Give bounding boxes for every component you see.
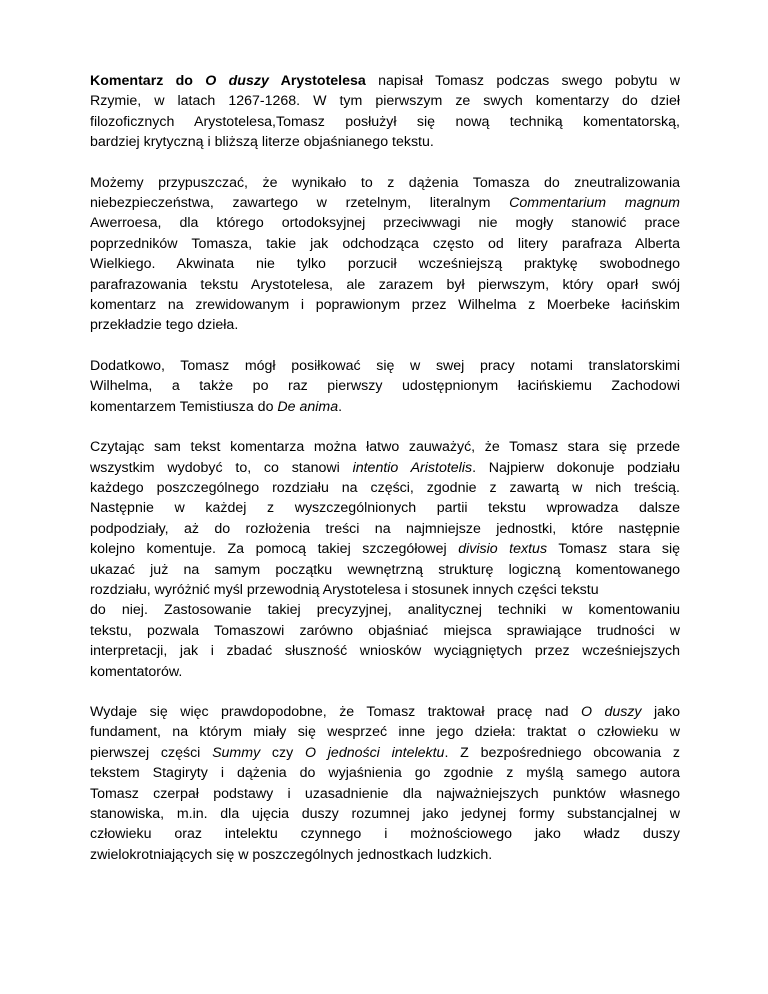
paragraph-1-line-1: Komentarz do O duszy Arystotelesa napisał Tomasz podczas swego pobytu w (90, 73, 680, 89)
bold-author: Arystotelesa (268, 73, 366, 89)
paragraph-4-line-7: ukazać już na samym początku wewnętrzną strukturę logiczną komentowanego (90, 561, 680, 578)
document-page (90, 71, 680, 883)
paragraph-2 (90, 173, 680, 336)
paragraph-5-line-6: stanowiska, m.in. dla ujęcia duszy rozumnej jako jedynej formy substancjalnej w (90, 806, 680, 822)
paragraph-5-line-4: tekstem Stagiryty i dążenia do wyjaśnienia go zgodnie z myślą samego autora (90, 765, 680, 782)
paragraph-3-line-1: Dodatkowo, Tomasz mógł posiłkować się w swej pracy notami translatorskimi (90, 357, 680, 374)
paragraph-2-line-4: poprzedników Tomasza, takie jak odchodząca często od litery parafraza Alberta (90, 235, 680, 252)
paragraph-2-line-5: Wielkiego. Akwinata nie tylko porzucił wcześniejszą praktykę swobodnego (90, 256, 680, 273)
paragraph-2-line-1: Możemy przypuszczać, że wynikało to z dążenia Tomasza do zneutralizowania (90, 174, 680, 191)
paragraph-4-line-11: interpretacji, jak i zbadać słuszność wniosków wyciągniętych przez wcześniejszych (90, 643, 680, 660)
paragraph-2-line-6: parafrazowania tekstu Arystotelesa, ale zarazem był pierwszym, który oparł swój (90, 276, 680, 293)
paragraph-5-line-8: zwielokrotniających się w poszczególnych jednostkach ludzkich. (90, 846, 493, 863)
paragraph-5-line-1: Wydaje się więc prawdopodobne, że Tomasz traktował pracę nad O duszy jako (90, 703, 681, 720)
paragraph-5 (90, 702, 680, 865)
paragraph-4-line-2: wszystkim wydobyć to, co stanowi intentio Aristotelis. Najpierw dokonuje podziału (90, 459, 680, 476)
paragraph-4-line-1: Czytając sam tekst komentarza można łatwo zauważyć, że Tomasz stara się przede (90, 439, 680, 456)
paragraph-4-line-8: rozdziału, wyróżnić myśl przewodnią Arystotelesa i stosunek innych części tekstu (90, 581, 599, 598)
paragraph-1 (90, 71, 680, 153)
bold-intro: Komentarz do (90, 73, 206, 89)
paragraph-3-line-2: Wilhelma, a także po raz pierwszy udostępnionym łacińskiemu Zachodowi (90, 378, 680, 395)
paragraph-4-line-10: tekstu, pozwala Tomaszowi zarówno objaśniać miejsca sprawiające trudności w (90, 622, 680, 639)
italic-commentarium: Commentarium magnum (509, 195, 680, 212)
paragraph-4-line-5: podpodziały, aż do rozłożenia treści na najmniejsze jednostki, które następnie (90, 520, 680, 537)
italic-divisio-textus: divisio textus (458, 541, 548, 558)
paragraph-5-line-5: Tomasz czerpał podstawy i uzasadnienie dla najważniejszych punktów własnego (90, 785, 680, 802)
paragraph-2-line-2: niebezpieczeństwa, zawartego w rzetelnym, literalnym Commentarium magnum (90, 195, 680, 212)
italic-o-duszy: O duszy (580, 703, 642, 720)
italic-intentio: intentio Aristotelis (352, 459, 473, 476)
paragraph-2-line-7: komentarz na zrewidowanym i poprawionym przez Wilhelma z Moerbeke łacińskim (90, 297, 680, 314)
paragraph-1-line-4: bardziej krytyczną i bliższą literze objaśnianego tekstu. (90, 134, 434, 151)
italic-de-anima: De anima (277, 398, 339, 415)
paragraph-4-line-12: komentatorów. (90, 663, 183, 680)
paragraph-4-line-6: kolejno komentuje. Za pomocą takiej szczegółowej divisio textus Tomasz stara się (90, 541, 681, 558)
paragraph-5-line-3: pierwszej części Summy czy O jedności intelektu. Z bezpośredniego obcowania z (90, 744, 680, 761)
paragraph-4-line-9: do niej. Zastosowanie takiej precyzyjnej, analitycznej techniki w komentowaniu (90, 602, 680, 619)
paragraph-2-line-3: Awerroesa, dla którego ortodoksyjnej przeciwwagi nie mogły stanowić prace (90, 215, 680, 232)
italic-summy: Summy (212, 744, 261, 761)
italic-title-o-duszy: O duszy (205, 73, 269, 89)
paragraph-3-line-3: komentarzem Temistiusza do De anima. (90, 398, 343, 415)
paragraph-4-line-4: Następnie w każdej z wyszczególnionych partii tekstu wprowadza dalsze (90, 500, 680, 517)
italic-o-jednosci-intelektu: O jedności intelektu (304, 744, 445, 761)
paragraph-3 (90, 356, 680, 417)
paragraph-2-line-8: przekładzie tego dzieła. (90, 317, 239, 334)
paragraph-5-line-2: fundament, na którym miały się wesprzeć inne jego dzieła: traktat o człowieku w (90, 724, 680, 741)
paragraph-4-line-3: każdego poszczególnego rozdziału na części, zgodnie z zawartą w nich treścią. (90, 479, 680, 496)
paragraph-5-line-7: człowieku oraz intelektu czynnego i możnościowego jako władz duszy (90, 826, 680, 843)
paragraph-1-line-2: Rzymie, w latach 1267-1268. W tym pierwszym ze swych komentarzy do dzieł (90, 93, 680, 110)
paragraph-4 (90, 437, 680, 682)
paragraph-1-line-3: filozoficznych Arystotelesa,Tomasz posłużył się nową techniką komentatorską, (90, 113, 680, 130)
